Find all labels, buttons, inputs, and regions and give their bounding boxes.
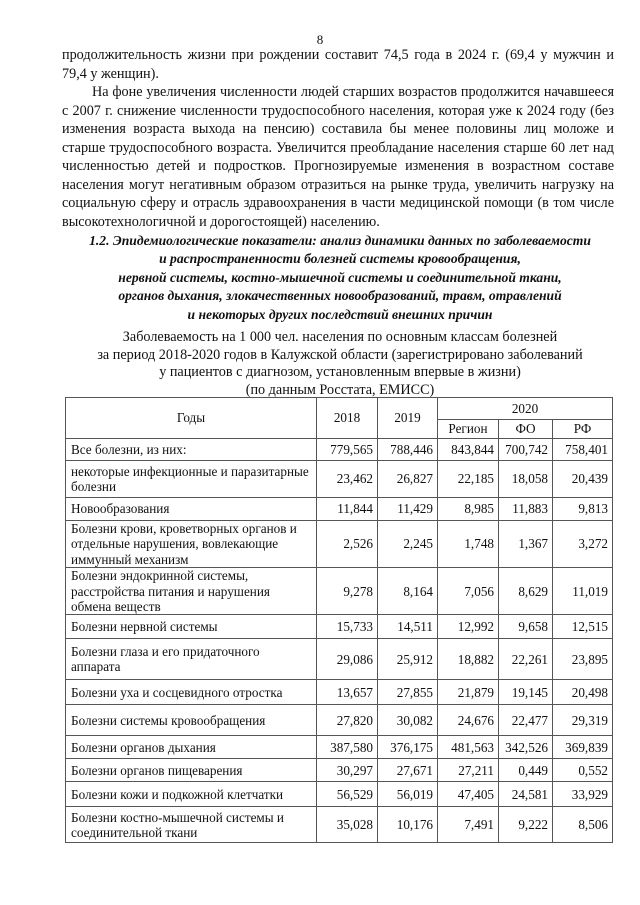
section-heading-line: и распространенности болезней системы кровообращения, bbox=[159, 251, 521, 267]
header-fo: ФО bbox=[499, 420, 553, 439]
cell-rf: 758,401 bbox=[553, 439, 613, 461]
cell-2019: 27,855 bbox=[378, 680, 438, 705]
cell-rf: 0,552 bbox=[553, 759, 613, 782]
cell-rf: 33,929 bbox=[553, 782, 613, 807]
cell-rf: 8,506 bbox=[553, 807, 613, 843]
table-row bbox=[66, 568, 613, 615]
cell-2019: 788,446 bbox=[378, 439, 438, 461]
cell-rf: 20,498 bbox=[553, 680, 613, 705]
cell-fo: 342,526 bbox=[499, 736, 553, 759]
cell-2019: 14,511 bbox=[378, 615, 438, 639]
table-row bbox=[66, 736, 613, 759]
cell-2019: 30,082 bbox=[378, 705, 438, 736]
cell-2019: 2,245 bbox=[378, 521, 438, 568]
table-caption-line: (по данным Росстата, ЕМИСС) bbox=[245, 381, 435, 398]
cell-2018: 11,844 bbox=[317, 498, 378, 521]
cell-2019: 11,429 bbox=[378, 498, 438, 521]
cell-2019: 8,164 bbox=[378, 568, 438, 615]
section-heading bbox=[62, 232, 618, 324]
row-label: Болезни крови, кроветворных органов и отдельные нарушения, вовлекающие иммунный механизм bbox=[66, 521, 317, 568]
cell-2018: 387,580 bbox=[317, 736, 378, 759]
cell-region: 843,844 bbox=[438, 439, 499, 461]
section-heading-line: 1.2. Эпидемиологические показатели: анализ динамики данных по заболеваемости bbox=[89, 233, 591, 248]
table-row bbox=[66, 680, 613, 705]
cell-rf: 20,439 bbox=[553, 461, 613, 498]
cell-fo: 0,449 bbox=[499, 759, 553, 782]
header-region: Регион bbox=[438, 420, 499, 439]
row-label: Болезни нервной системы bbox=[66, 615, 317, 639]
cell-fo: 24,581 bbox=[499, 782, 553, 807]
section-heading-line: нервной системы, костно-мышечной системы и соединительной ткани, bbox=[118, 269, 562, 285]
cell-2019: 56,019 bbox=[378, 782, 438, 807]
cell-fo: 8,629 bbox=[499, 568, 553, 615]
cell-region: 21,879 bbox=[438, 680, 499, 705]
table-row bbox=[66, 759, 613, 782]
cell-region: 22,185 bbox=[438, 461, 499, 498]
cell-region: 8,985 bbox=[438, 498, 499, 521]
cell-region: 27,211 bbox=[438, 759, 499, 782]
cell-2018: 23,462 bbox=[317, 461, 378, 498]
cell-2018: 35,028 bbox=[317, 807, 378, 843]
cell-region: 24,676 bbox=[438, 705, 499, 736]
cell-fo: 22,477 bbox=[499, 705, 553, 736]
cell-rf: 12,515 bbox=[553, 615, 613, 639]
row-label: Болезни органов дыхания bbox=[66, 736, 317, 759]
cell-2018: 2,526 bbox=[317, 521, 378, 568]
cell-2018: 56,529 bbox=[317, 782, 378, 807]
cell-region: 481,563 bbox=[438, 736, 499, 759]
cell-rf: 23,895 bbox=[553, 639, 613, 680]
cell-2018: 30,297 bbox=[317, 759, 378, 782]
paragraph-population-forecast: На фоне увеличения численности людей старших возрастов продолжится начавшееся с 2007 г. снижение численности трудоспособного населения, которая уже к 2024 году (без изменения возраста выхода на пенсию) составила бы менее половины лиц моложе и старше трудоспособного возраста. Увеличится преобладание населения старше 60 лет над численностью детей и подростков. Прогнозируемые изменения в возрастном составе населения могут негативным образом отразиться на рынке труда, увеличить нагрузку на социальную сферу и отрасль здравоохранения в части медицинской помощи (в том числе высокотехнологичной и дорогостоящей) населению. bbox=[62, 84, 614, 230]
row-label: Болезни органов пищеварения bbox=[66, 759, 317, 782]
cell-rf: 11,019 bbox=[553, 568, 613, 615]
cell-2018: 779,565 bbox=[317, 439, 378, 461]
cell-fo: 11,883 bbox=[499, 498, 553, 521]
cell-rf: 29,319 bbox=[553, 705, 613, 736]
cell-rf: 9,813 bbox=[553, 498, 613, 521]
page-number: 8 bbox=[316, 32, 324, 47]
cell-rf: 3,272 bbox=[553, 521, 613, 568]
header-rf: РФ bbox=[553, 420, 613, 439]
cell-2018: 27,820 bbox=[317, 705, 378, 736]
cell-2019: 376,175 bbox=[378, 736, 438, 759]
cell-2019: 27,671 bbox=[378, 759, 438, 782]
table-caption bbox=[62, 329, 618, 399]
cell-fo: 9,222 bbox=[499, 807, 553, 843]
row-label: Болезни кожи и подкожной клетчатки bbox=[66, 782, 317, 807]
row-label: некоторые инфекционные и паразитарные болезни bbox=[66, 461, 317, 498]
header-2020: 2020 bbox=[438, 398, 613, 420]
morbidity-table bbox=[65, 397, 613, 843]
row-label: Новообразования bbox=[66, 498, 317, 521]
cell-fo: 18,058 bbox=[499, 461, 553, 498]
cell-region: 47,405 bbox=[438, 782, 499, 807]
table-caption-line: у пациентов с диагнозом, установленным впервые в жизни) bbox=[159, 364, 521, 381]
paragraph-life-expectancy: продолжительность жизни при рождении составит 74,5 года в 2024 г. (69,4 у мужчин и 79,4 у женщин). bbox=[62, 47, 614, 82]
cell-fo: 22,261 bbox=[499, 639, 553, 680]
cell-fo: 9,658 bbox=[499, 615, 553, 639]
row-label: Болезни эндокринной системы, расстройства питания и нарушения обмена веществ bbox=[66, 568, 317, 615]
cell-2019: 25,912 bbox=[378, 639, 438, 680]
cell-2019: 10,176 bbox=[378, 807, 438, 843]
row-label: Болезни уха и сосцевидного отростка bbox=[66, 680, 317, 705]
table-row bbox=[66, 615, 613, 639]
table-row bbox=[66, 521, 613, 568]
cell-region: 1,748 bbox=[438, 521, 499, 568]
header-2018: 2018 bbox=[317, 398, 378, 439]
cell-fo: 1,367 bbox=[499, 521, 553, 568]
header-years: Годы bbox=[66, 398, 317, 439]
cell-region: 7,491 bbox=[438, 807, 499, 843]
row-label: Все болезни, из них: bbox=[66, 439, 317, 461]
table-row bbox=[66, 807, 613, 843]
cell-2019: 26,827 bbox=[378, 461, 438, 498]
table-row bbox=[66, 461, 613, 498]
row-label: Болезни системы кровообращения bbox=[66, 705, 317, 736]
cell-region: 7,056 bbox=[438, 568, 499, 615]
header-2019: 2019 bbox=[378, 398, 438, 439]
cell-fo: 700,742 bbox=[499, 439, 553, 461]
table-row bbox=[66, 439, 613, 461]
cell-2018: 29,086 bbox=[317, 639, 378, 680]
table-caption-line: Заболеваемость на 1 000 чел. населения по основным классам болезней bbox=[122, 329, 558, 345]
cell-region: 12,992 bbox=[438, 615, 499, 639]
section-heading-line: органов дыхания, злокачественных новообразований, травм, отравлений bbox=[118, 288, 562, 304]
table-row bbox=[66, 639, 613, 680]
cell-region: 18,882 bbox=[438, 639, 499, 680]
table-caption-line: за период 2018-2020 годов в Калужской области (зарегистрировано заболеваний bbox=[97, 346, 583, 363]
table-row bbox=[66, 782, 613, 807]
cell-2018: 13,657 bbox=[317, 680, 378, 705]
row-label: Болезни глаза и его придаточного аппарата bbox=[66, 639, 317, 680]
table-row bbox=[66, 705, 613, 736]
cell-2018: 15,733 bbox=[317, 615, 378, 639]
section-heading-line: и некоторых других последствий внешних причин bbox=[187, 306, 493, 322]
cell-2018: 9,278 bbox=[317, 568, 378, 615]
cell-fo: 19,145 bbox=[499, 680, 553, 705]
table-row bbox=[66, 498, 613, 521]
row-label: Болезни костно-мышечной системы и соединительной ткани bbox=[66, 807, 317, 843]
cell-rf: 369,839 bbox=[553, 736, 613, 759]
